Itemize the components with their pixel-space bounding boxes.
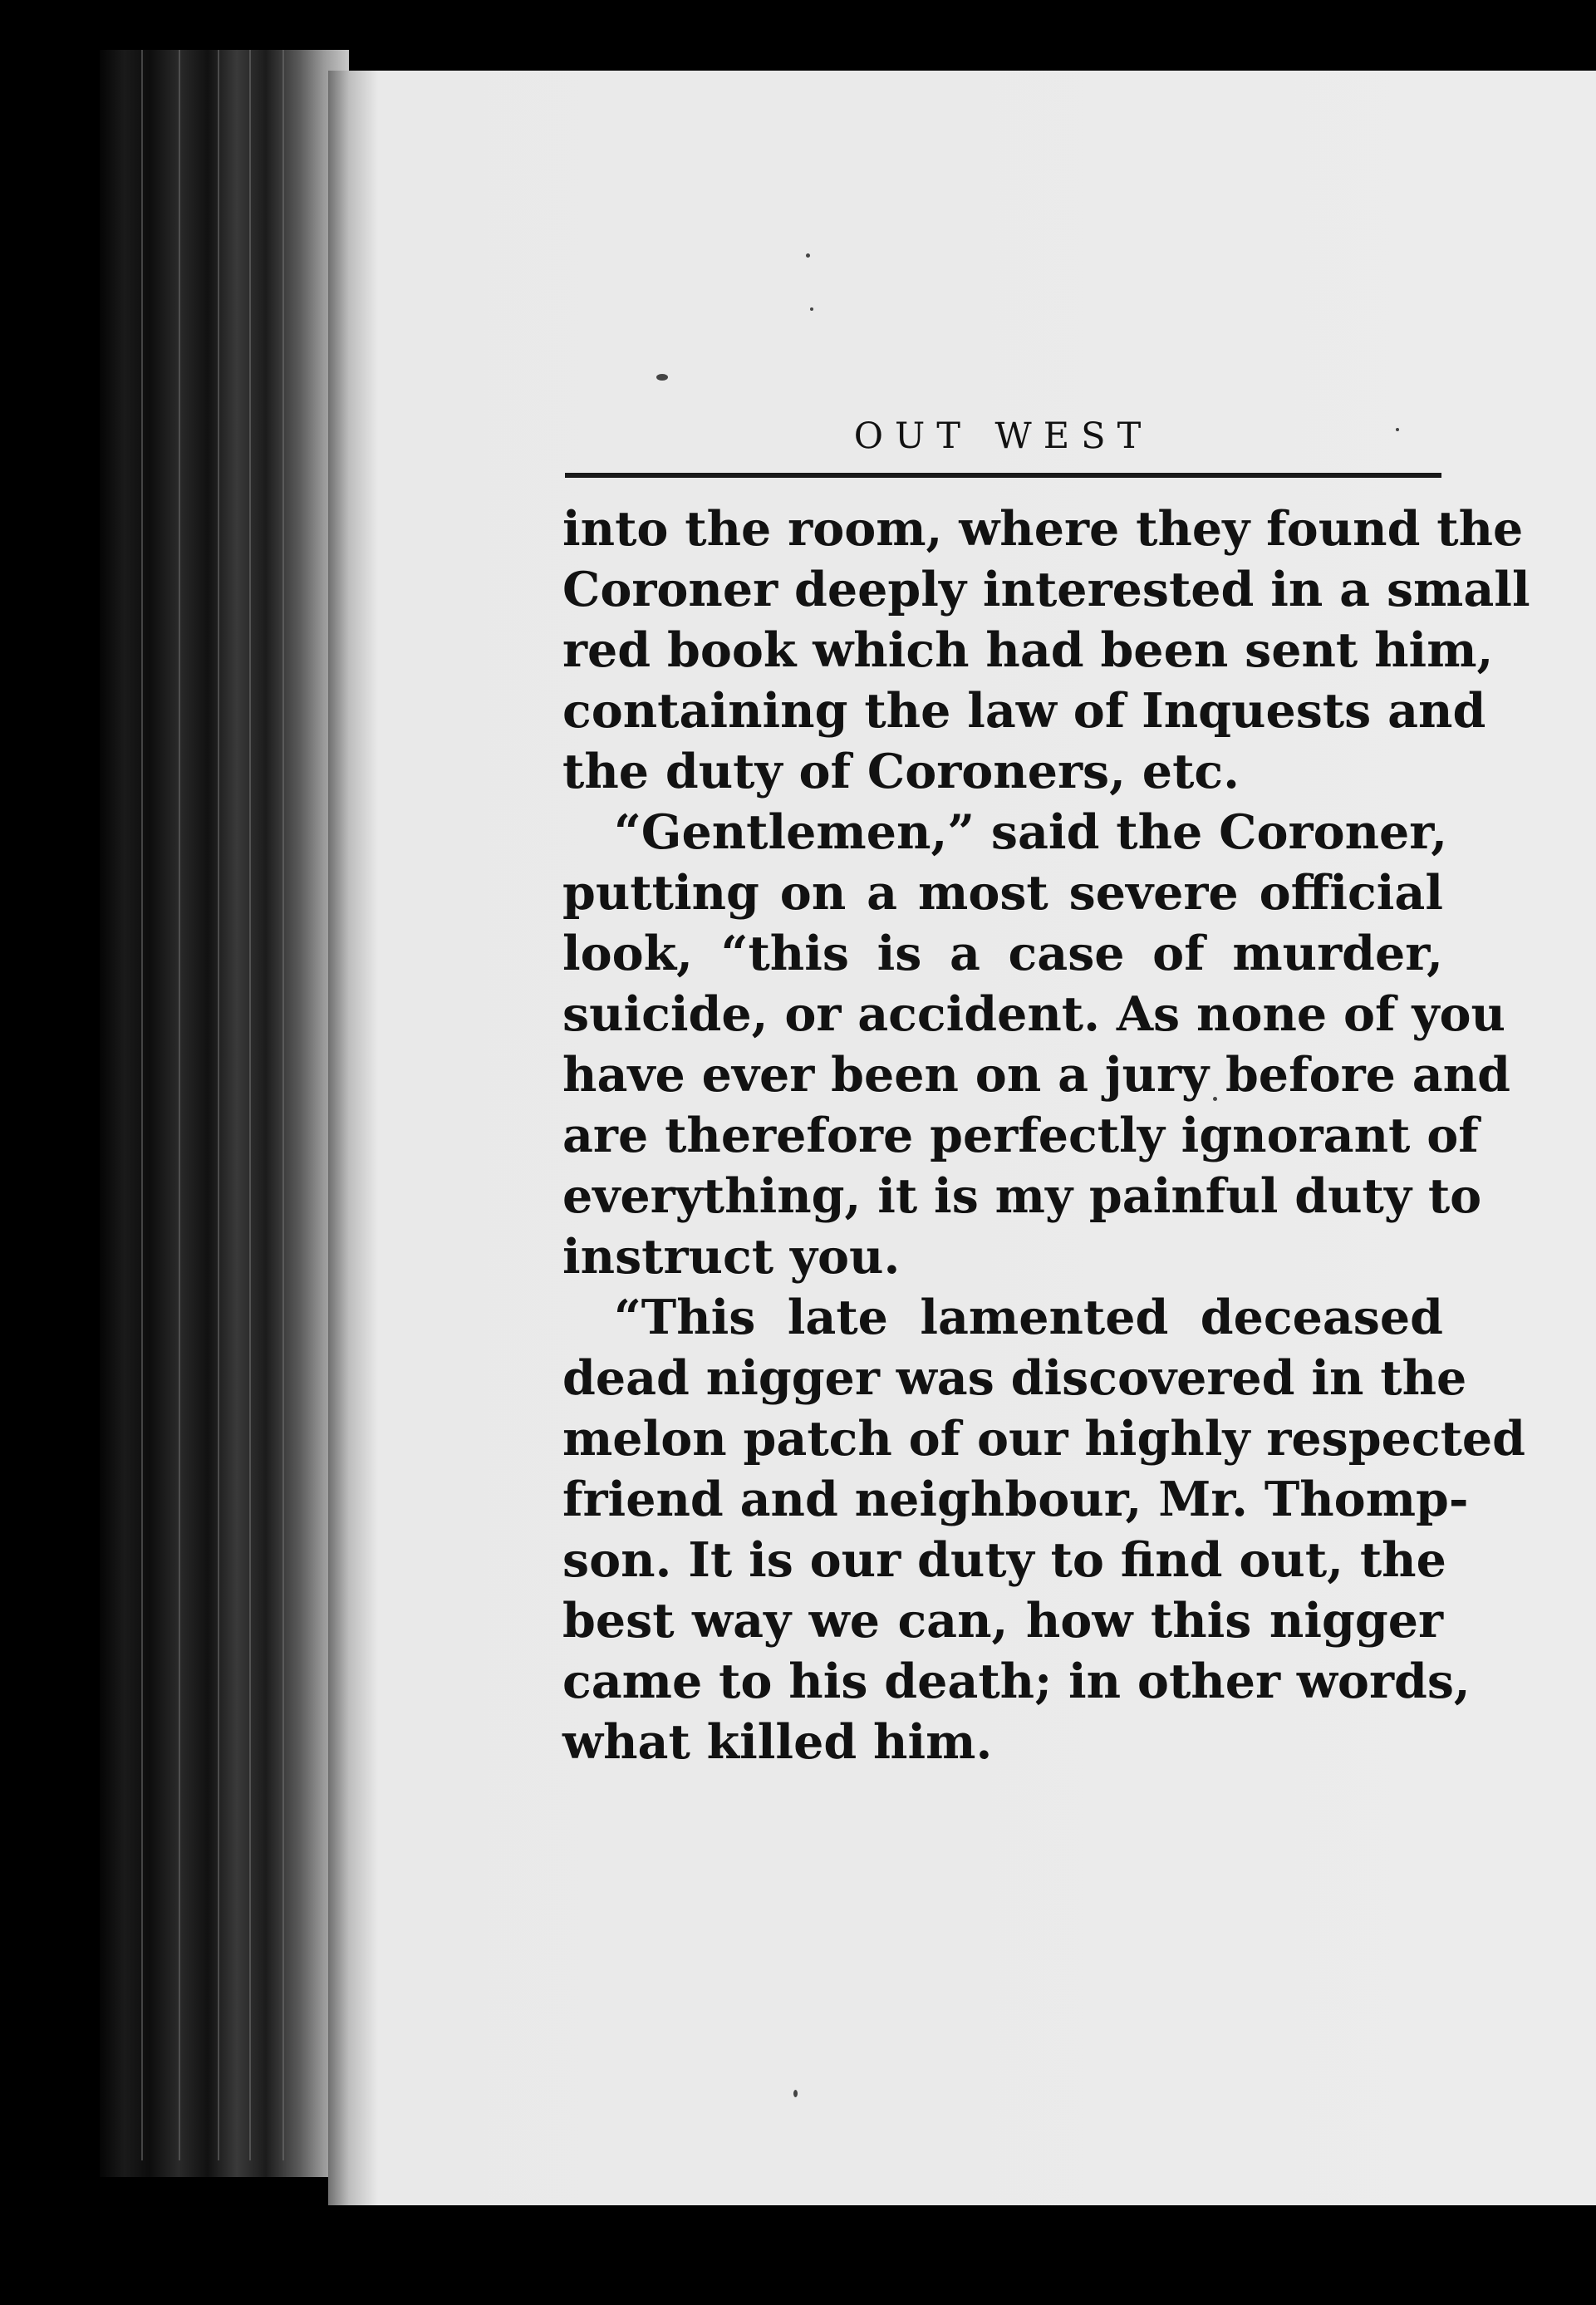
running-head: OUT WEST [853, 415, 1153, 457]
text-line: suicide, or accident. As none of you [562, 986, 1505, 1042]
text-line: son. It is our duty to find out, the [562, 1532, 1446, 1588]
book-page [328, 71, 1596, 2210]
scan-speck [656, 374, 668, 381]
text-line: Coroner deeply interested in a small [562, 562, 1530, 617]
text-line: what killed him. [562, 1714, 993, 1770]
page-edge-line [141, 50, 143, 2160]
page-edge-line [179, 50, 180, 2160]
page-edge-line [282, 50, 284, 2160]
text-line: red book which had been sent him, [562, 622, 1494, 678]
paragraph [562, 499, 1530, 802]
body-text [562, 499, 1530, 1772]
text-line: putting on a most severe official [562, 865, 1443, 921]
scan-bottom-border [0, 2205, 1596, 2305]
text-line: melon patch of our highly respected [562, 1411, 1526, 1467]
text-line: came to his death; in other words, [562, 1654, 1471, 1709]
scan-speck [806, 253, 810, 258]
text-line: dead nigger was discovered in the [562, 1350, 1467, 1406]
text-line: instruct you. [562, 1229, 901, 1285]
paragraph [562, 1287, 1526, 1772]
page-edge-line [218, 50, 219, 2160]
text-line: containing the law of Inquests and [562, 683, 1486, 739]
page-edges [100, 50, 349, 2177]
text-line: everything, it is my painful duty to [562, 1168, 1482, 1224]
text-line: look, “this is a case of murder, [562, 926, 1443, 981]
scan-speck [793, 2090, 798, 2097]
text-line: “This late lamented deceased [614, 1290, 1443, 1345]
text-line: friend and neighbour, Mr. Thomp- [562, 1472, 1469, 1527]
header-rule [565, 473, 1441, 478]
page-edge-line [249, 50, 251, 2160]
text-line: have ever been on a jury before and [562, 1047, 1510, 1103]
text-line: into the room, where they found the [562, 501, 1524, 557]
paragraph [562, 802, 1510, 1287]
scan-speck [810, 307, 813, 311]
text-line: the duty of Coroners, etc. [562, 744, 1240, 799]
text-line: are therefore perfectly ignorant of [562, 1108, 1479, 1163]
text-line: “Gentlemen,” said the Coroner, [614, 804, 1448, 860]
text-line: best way we can, how this nigger [562, 1593, 1443, 1649]
